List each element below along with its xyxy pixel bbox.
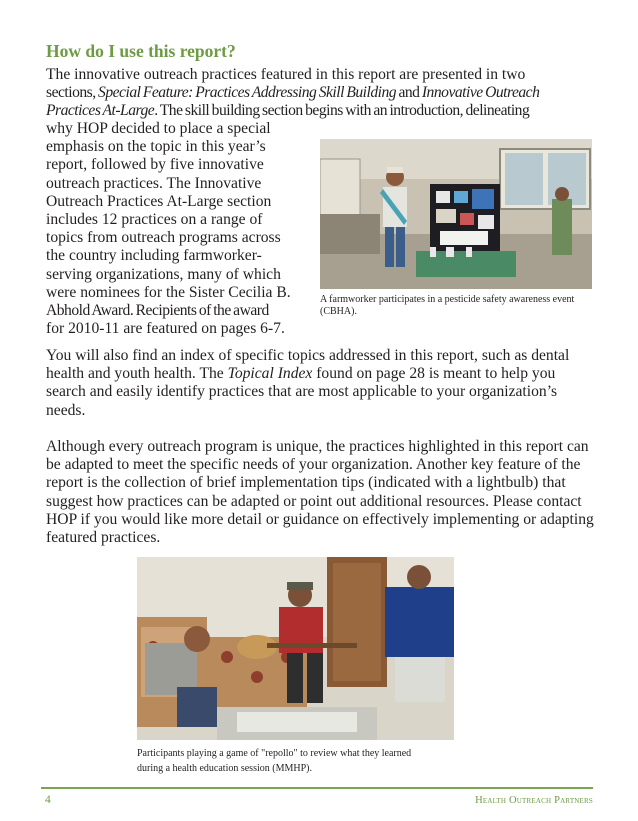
- paragraph-line: includes 12 practices on a range of: [46, 211, 263, 229]
- paragraph-line: report, followed by five innovative: [46, 156, 264, 174]
- italic-title: Topical Index: [227, 365, 313, 383]
- italic-title: Practices At-Large: [46, 102, 155, 120]
- paragraph-line: for 2010-11 are featured on pages 6-7.: [46, 320, 285, 338]
- italic-title: Special Feature: Practices Addressing Skill Building: [98, 84, 397, 102]
- paragraph-line: were nominees for the Sister Cecilia B.: [46, 283, 291, 301]
- paragraph-intro-top: [46, 66, 594, 121]
- photo1-caption: A farmworker participates in a pesticide safety awareness event (CBHA).: [320, 294, 575, 317]
- footer-divider: [41, 787, 593, 789]
- paragraph-line: the country including farmworker-: [46, 247, 262, 265]
- paragraph-line: why HOP decided to place a special: [46, 120, 271, 137]
- paragraph-line: Outreach Practices At-Large section: [46, 192, 272, 210]
- paragraph-adaptation: Although every outreach program is unique, the practices highlighted in this report can be adapted to meet the specific needs of your organization. Another key feature of the report is the collection of brief implementation tips (indicated with a lightbulb) that suggest how practices can be adapted or point out additional resources. Please contact HOP if you would like more detail or guidance on effectively implementing or adapting featured practices.: [46, 438, 594, 547]
- caption-line: during a health education session (MMHP).: [137, 763, 312, 774]
- paragraph-index: You will also find an index of specific topics addressed in this report, such as dental health and youth health. The Topical Index found on page 28 is meant to help you search and easily identify practices that are most applicable to your organization’s needs.: [46, 347, 570, 419]
- section-heading: How do I use this report?: [46, 41, 236, 61]
- caption-line: Participants playing a game of "repollo" to review what they learned: [137, 748, 412, 759]
- paragraph-line: serving organizations, many of which: [46, 265, 281, 283]
- paragraph-intro-wrapped: [46, 120, 314, 338]
- paragraph-line: outreach practices. The Innovative: [46, 174, 262, 192]
- paragraph-line: emphasis on the topic in this year’s: [46, 138, 266, 156]
- italic-title: Innovative Outreach: [421, 84, 540, 102]
- paragraph-line: topics from outreach programs across: [46, 229, 281, 247]
- photo2-caption: [137, 746, 457, 776]
- paragraph-line: sections, Special Feature: Practices Addressing Skill Building and Innovative Outreach: [46, 84, 540, 102]
- page-number: 4: [45, 794, 51, 806]
- footer-org-name: Health Outreach Partners: [475, 795, 593, 806]
- paragraph-line: The innovative outreach practices featured in this report are presented in two: [46, 66, 526, 83]
- photo-repollo-game: [137, 557, 454, 740]
- paragraph-line: Abhold Award. Recipients of the award: [46, 302, 269, 320]
- paragraph-line: Practices At-Large. The skill building section begins with an introduction, delineating: [46, 102, 530, 120]
- photo-pesticide-event: [320, 139, 592, 289]
